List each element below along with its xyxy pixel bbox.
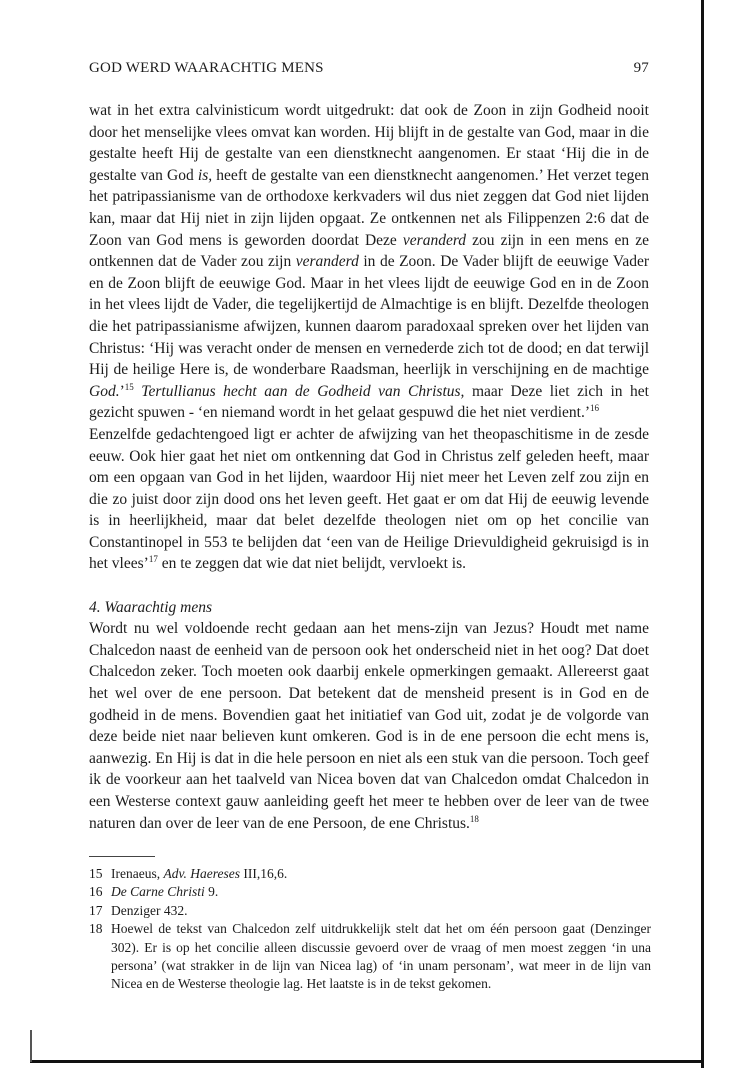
- running-title: GOD WERD WAARACHTIG MENS: [89, 60, 324, 76]
- footnote-18: 18 Hoewel de tekst van Chalcedon zelf uitdrukkelijk stelt dat het om één persoon gaat (Denzinger 302). Er is op het concilie alleen discussie gevoerd over de vraag of men moest zeggen ‘in una persona’ (wat strakker in de lijn van Nicea lag) of ‘in unam personam’, wat meer in de lijn van Nicea en de Westerse theologie lag. Het laatste is in de tekst gekomen.: [89, 921, 651, 992]
- paragraph-waarachtig-mens: Wordt nu wel voldoende recht gedaan aan het mens-zijn van Jezus? Houdt met name Chalcedon naast de eenheid van de persoon ook het onderscheid niet in het oog? Dat doet Chalcedon zeker. Toch moeten ook daarbij enkele opmerkingen gemaakt. Allereerst gaat het wel over de ene persoon. Dat betekent dat de mensheid present is in God en de godheid in de mens. Bovendien gaat het initiatief van God uit, zodat je de volgorde van deze beide niet naar believen kunt omkeren. God is in de ene persoon die echt mens is, aanwezig. En Hij is dat in die hele persoon en niet als een stuk van die persoon. Toch geef ik de voorkeur aan het taalveld van Nicea boven dat van Chalcedon omdat Chalcedon in een Westerse context gauw aanleiding geeft het meer te hebben over de leer van de twee naturen dan over de leer van de ene Persoon, de ene Christus.$^{18}$: [89, 620, 649, 832]
- footnote-17: 17 Denziger 432.: [89, 902, 188, 918]
- footnotes: [89, 865, 651, 994]
- footnote-ref-16[interactable]: 16: [590, 403, 600, 414]
- footnote-ref-18[interactable]: 18: [469, 813, 479, 824]
- section-heading: 4. Waarachtig mens: [89, 598, 212, 616]
- page-edge-line: [701, 0, 704, 1068]
- paragraph-extra-calvinisticum: wat in het extra calvinisticum wordt uitgedrukt: dat ook de Zoon in zijn Godheid nooit door het menselijke vlees omvat kan worden. Hij blijft in de gestalte van God, maar in die gestalte heeft Hij de gestalte van een dienstknecht aangenomen. Er staat ‘Hij die in de gestalte van God is, heeft de gestalte van een dienstknecht aangenomen.’ Het verzet tegen het patripassianisme van de orthodoxe kerkvaders wil dus niet zeggen dat God niet lijden kan, maar dat Hij niet in zijn lijden opgaat. Ze ontkennen net als Filippenzen 2:6 dat de Zoon van God mens is geworden doordat Deze veranderd zou zijn in een mens en ze ontkennen dat de Vader zou zijn veranderd in de Zoon. De Vader blijft de eeuwige Vader en de Zoon blijft de eeuwige God. Maar in het vlees lijdt de eeuwige God en in de Zoon in het vlees lijdt de Vader, die tegelijkertijd de Almachtige is en blijft. Dezelfde theologen die het patripassianisme afwijzen, kunnen daarom paradoxaal spreken over het lijden van Christus: ‘Hij was veracht onder de mensen en vernederde zich tot de dood; en dat terwijl Hij de heilige Here is, de wonderbare Raadsman, heerlijk in verschijning en de machtige God.’$^{15}$ Tertullianus hecht aan de Godheid van Christus, maar Deze liet zich in het gezicht spuwen - ‘en niemand wordt in het gelaat gespuwd die het niet verdient.’$^{16}$: [89, 102, 649, 422]
- footnote-15: 15 Irenaeus, Adv. Haereses III,16,6.: [89, 866, 288, 881]
- footnote-16: 16 De Carne Christi 9.: [89, 884, 219, 900]
- body-text: [89, 100, 649, 834]
- page-bottom-edge: [30, 1060, 703, 1063]
- footnote-ref-15[interactable]: 15: [124, 381, 134, 392]
- footnote-ref-17[interactable]: 17: [148, 554, 158, 565]
- paragraph-theopaschitisme: Eenzelfde gedachtengoed ligt er achter de afwijzing van het theopaschitisme in de zesde eeuw. Ook hier gaat het niet om ontkenning dat God in Christus zelf geleden heeft, maar om een opgaan van God in het lijden, waardoor Hij niet meer het Leven zelf zou zijn en die zo juist door zijn dood ons het leven geeft. Het gaat er om dat Hij de eeuwig levende is in heerlijkheid, maar dat belet dezelfde theologen niet om op het concilie van Constantinopel in 553 te belijden dat ‘een van de Heilige Drievuldigheid gekruisigd is in het vlees’$^{17}$ en te zeggen dat wie dat niet belijdt, vervloekt is.: [89, 425, 649, 573]
- footnote-separator: [89, 856, 155, 857]
- page-corner-mark: [30, 1030, 32, 1062]
- page-number: 97: [633, 60, 649, 76]
